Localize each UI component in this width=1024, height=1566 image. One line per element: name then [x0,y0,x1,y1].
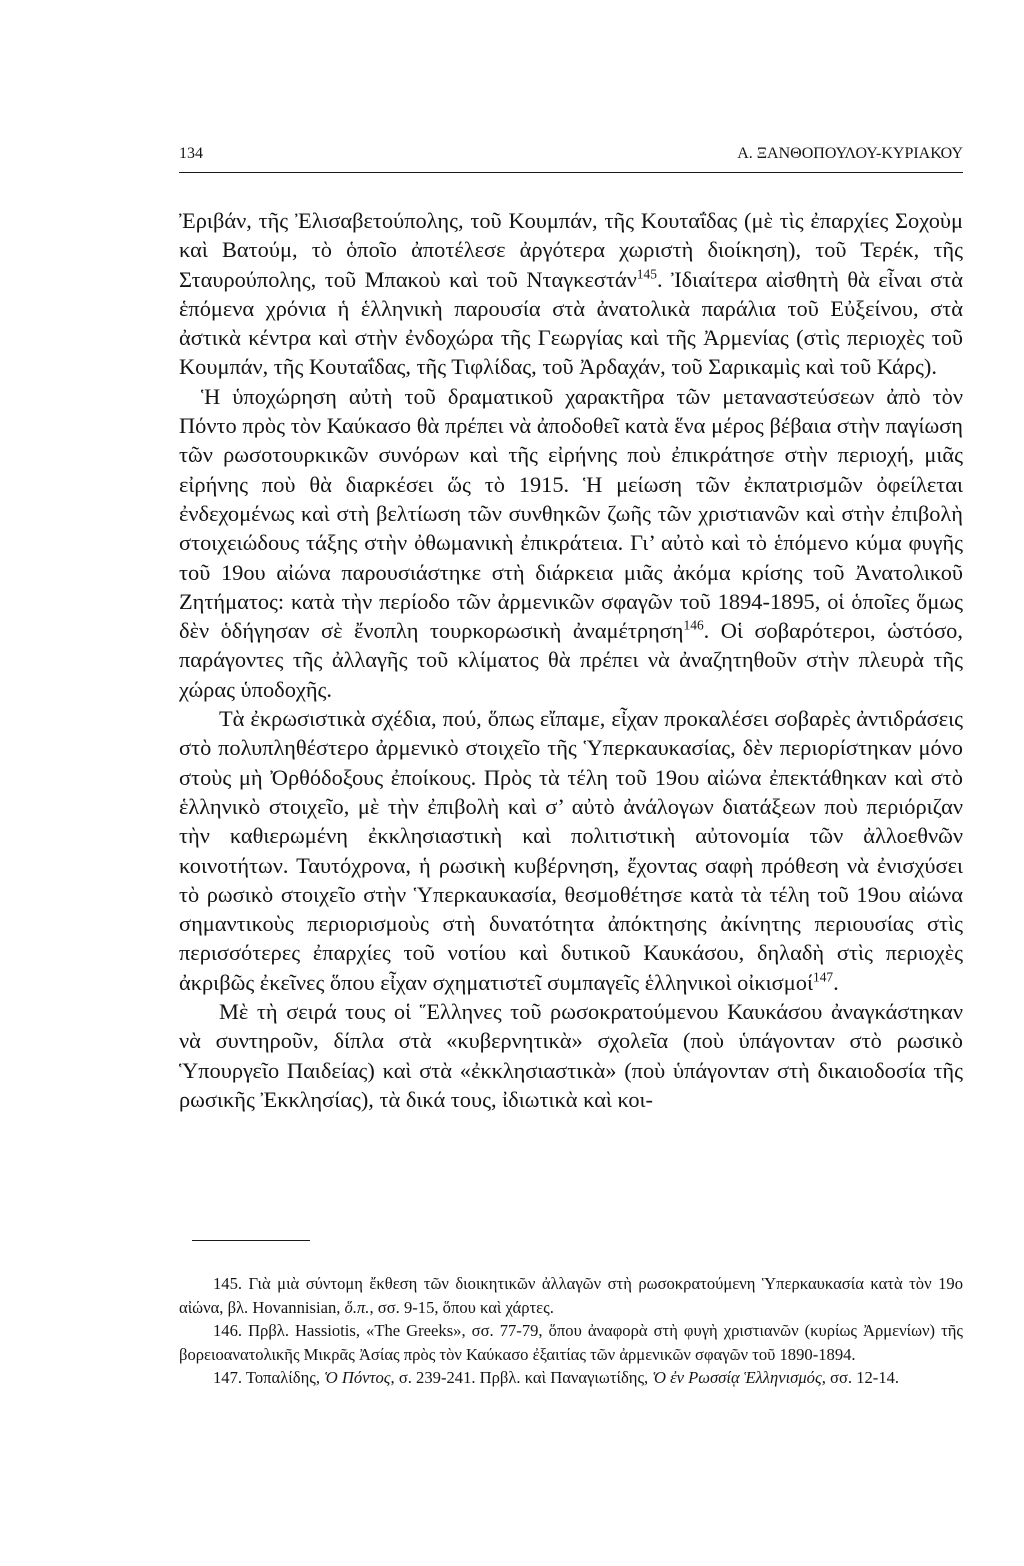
paragraph-1-text-a: Ἐριβάν, τῆς Ἐλισαβετούπολης, τοῦ Κουμπάν, τῆς Κουταΐδας (μὲ τὶς ἐπαρχίες Σοχοὺμ καὶ Βατούμ, τὸ ὁποῖο ἀποτέλεσε ἀργότερα χωριστὴ διοίκηση), τοῦ Τερέκ, τῆς Σταυρούπολης, τοῦ Μπακοὺ καὶ τοῦ Νταγκεστάν [179,208,963,292]
paragraph-1 [179,206,963,382]
main-text [179,206,963,1114]
paragraph-3-text-b: . [833,969,839,995]
footnote-ref-145: 145 [636,266,657,282]
footnote-147-text-c: , σσ. 12-14. [821,1368,900,1387]
page-number: 134 [179,145,203,162]
footnote-147-text-a: 147. Τοπαλίδης, [213,1368,320,1387]
paragraph-1-text-b: . Ἰδιαίτερα αἰσθητὴ θὰ εἶναι στὰ ἑπόμενα χρόνια ἡ ἑλληνικὴ παρουσία στὰ ἀνατολικὰ παράλια τοῦ Εὐξείνου, στὰ ἀστικὰ κέντρα καὶ στὴν ἐνδοχώρα τῆς Γεωργίας καὶ τῆς Ἀρμενίας (στὶς περιοχὲς τοῦ Κουμπάν, τῆς Κουταΐδας, τῆς Τιφλίδας, τοῦ Ἀρδαχάν, τοῦ Σαρικαμὶς καὶ τοῦ Κάρς). [179,266,963,380]
footnote-147-title-1: Ὁ Πόντος [324,1368,391,1387]
footnote-145-italic: ὅ.π. [344,1297,370,1317]
footnotes [179,1272,963,1390]
footnote-145 [179,1272,963,1319]
paragraph-3-text-a: Τὰ ἐκρωσιστικὰ σχέδια, πού, ὅπως εἴπαμε, εἶχαν προκαλέσει σοβαρὲς ἀντιδράσεις στὸ πολυπληθέστερο ἀρμενικὸ στοιχεῖο τῆς Ὑπερκαυκασίας, δὲν περιορίστηκαν μόνο στοὺς μὴ Ὀρθόδοξους ἐποίκους. Πρὸς τὰ τέλη τοῦ 19ου αἰώνα ἐπεκτάθηκαν καὶ στὸ ἑλληνικὸ στοιχεῖο, μὲ τὴν ἐπιβολὴ καὶ σ’ αὐτὸ ἀνάλογων διατάξεων ποὺ περιόριζαν τὴν καθιερωμένη ἐκκλησιαστικὴ καὶ πολιτιστικὴ αὐτονομία τῶν ἀλλοεθνῶν κοινοτήτων. Ταυτόχρονα, ἡ ρωσικὴ κυβέρνηση, ἔχοντας σαφὴ πρόθεση νὰ ἐνισχύσει τὸ ρωσικὸ στοιχεῖο στὴν Ὑπερκαυκασία, θεσμοθέτησε κατὰ τὰ τέλη τοῦ 19ου αἰώνα σημαντικοὺς περιορισμοὺς στὴ δυνατότητα ἀπόκτησης ἀκίνητης περιουσίας στὶς περισσότερες ἐπαρχίες τοῦ νοτίου καὶ δυτικοῦ Καυκάσου, δηλαδὴ στὶς περιοχὲς ἀκριβῶς ἐκεῖνες ὅπου εἶχαν σχηματιστεῖ συμπαγεῖς ἑλληνικοὶ οἰκισμοί [179,706,963,995]
footnote-145-tail: , σσ. 9-15, ὅπου καὶ χάρτες. [369,1297,554,1317]
footnote-rule [192,1240,310,1241]
footnote-147 [179,1366,963,1390]
running-header [179,144,963,164]
footnote-ref-147: 147 [812,969,834,985]
paragraph-3 [179,704,963,997]
footnote-147-title-2: Ὁ ἐν Ρωσσίᾳ Ἑλληνισμός [652,1368,822,1387]
paragraph-2-text-a: Ἡ ὑποχώρηση αὐτὴ τοῦ δραματικοῦ χαρακτῆρα τῶν μεταναστεύσεων ἀπὸ τὸν Πόντο πρὸς τὸν Καύκασο θὰ πρέπει νὰ ἀποδοθεῖ κατὰ ἕνα μέρος βέβαια στὴν παγίωση τῶν ρωσοτουρκικῶν συνόρων καὶ τῆς εἰρήνης ποὺ ἐπικράτησε στὴν περιοχή, μιᾶς εἰρήνης ποὺ θὰ διαρκέσει ὥς τὸ 1915. Ἡ μείωση τῶν ἐκπατρισμῶν ὀφείλεται ἐνδεχομένως καὶ στὴ βελτίωση τῶν συνθηκῶν ζωῆς τῶν χριστιανῶν καὶ στὴν ἐπιβολὴ στοιχειώδους τάξης στὴν ὀθωμανικὴ ἐπικράτεια. Γι’ αὐτὸ καὶ τὸ ἑπόμενο κύμα φυγῆς τοῦ 19ου αἰώνα παρουσιάστηκε στὴ διάρκεια μιᾶς ἀκόμα κρίσης τοῦ Ἀνατολικοῦ Ζητήματος: κατὰ τὴν περίοδο τῶν ἀρμενικῶν σφαγῶν τοῦ 1894-1895, οἱ ὁποῖες ὅμως δὲν ὁδήγησαν σὲ ἔνοπλη τουρκορωσικὴ ἀναμέτρηση [179,383,963,644]
footnote-146: 146. Πρβλ. Hassiotis, «The Greeks», σσ. 77-79, ὅπου ἀναφορὰ στὴ φυγὴ χριστιανῶν (κυρίως Ἀρμενίων) τῆς βορειοανατολικῆς Μικρᾶς Ἀσίας πρὸς τὸν Καύκασο ἐξαιτίας τῶν ἀρμενικῶν σφαγῶν τοῦ 1890-1894. [179,1321,963,1364]
footnote-ref-146: 146 [683,617,704,633]
paragraph-4: Μὲ τὴ σειρά τους οἱ Ἕλληνες τοῦ ρωσοκρατούμενου Καυκάσου ἀναγκάστηκαν νὰ συντηροῦν, δίπλα στὰ «κυβερνητικὰ» σχολεῖα (ποὺ ὑπάγονταν στὸ ρωσικὸ Ὑπουργεῖο Παιδείας) καὶ στὰ «ἐκκλησιαστικὰ» (ποὺ ὑπάγονταν στὴ δικαιοδοσία τῆς ρωσικῆς Ἐκκλησίας), τὰ δικά τους, ἰδιωτικὰ καὶ κοι- [179,999,963,1112]
footnote-145-text: 145. Γιὰ μιὰ σύντομη ἔκθεση τῶν διοικητικῶν ἀλλαγῶν στὴ ρωσοκρατούμενη Ὑπερκαυκασία κατὰ τὸν 19ο αἰώνα, βλ. Hovannisian, [179,1274,963,1317]
paragraph-2-text-b: . Οἱ σοβαρότεροι, ὡστόσο, παράγοντες τῆς ἀλλαγῆς τοῦ κλίματος θὰ πρέπει νὰ ἀναζητηθοῦν στὴν πλευρὰ τῆς χώρας ὑποδοχῆς. [179,618,963,702]
running-head-author: Α. ΞΑΝΘΟΠΟΥΛΟΥ-ΚΥΡΙΑΚΟΥ [737,145,963,162]
paragraph-2 [179,382,963,704]
footnote-147-text-b: , σ. 239-241. Πρβλ. καὶ Παναγιωτίδης, [390,1368,649,1387]
header-rule [179,172,963,173]
